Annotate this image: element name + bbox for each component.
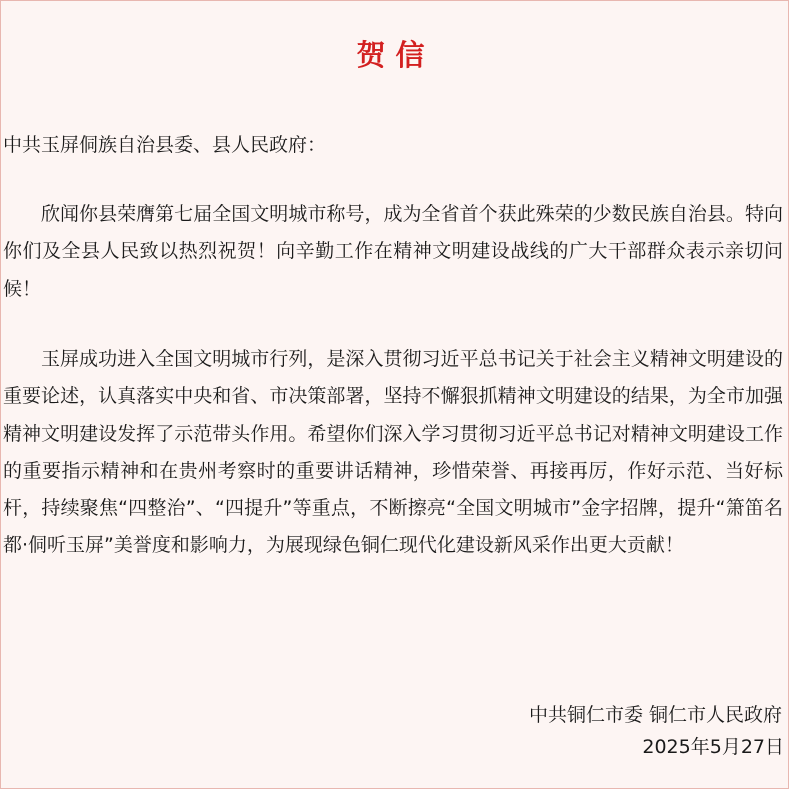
letter-paragraph-1: 欣闻你县荣膺第七届全国文明城市称号，成为全省首个获此殊荣的少数民族自治县。特向你们及全县人民致以热烈祝贺！向辛勤工作在精神文明建设战线的广大干部群众表示亲切问候！ xyxy=(3,203,783,300)
letter-date: 2025年5月27日 xyxy=(642,736,784,758)
letter-title: 贺信 xyxy=(356,38,435,72)
letter-salutation: 中共玉屏侗族自治县委、县人民政府： xyxy=(3,134,327,156)
letter-signature: 中共铜仁市委 铜仁市人民政府 xyxy=(528,704,782,726)
letter-paragraph-2: 玉屏成功进入全国文明城市行列，是深入贯彻习近平总书记关于社会主义精神文明建设的重要论述，认真落实中央和省、市决策部署，坚持不懈狠抓精神文明建设的结果，为全市加强精神文明建设发挥了示范带头作用。希望你们深入学习贯彻习近平总书记对精神文明建设工作的重要指示精神和在贵州考察时的重要讲话精神，珍惜荣誉、再接再厉，作好示范、当好标杆，持续聚焦“四整治”、“四提升”等重点，不断擦亮“全国文明城市”金字招牌，提升“箫笛名都·侗听玉屏”美誉度和影响力，为展现绿色铜仁现代化建设新风采作出更大贡献！ xyxy=(3,348,783,557)
